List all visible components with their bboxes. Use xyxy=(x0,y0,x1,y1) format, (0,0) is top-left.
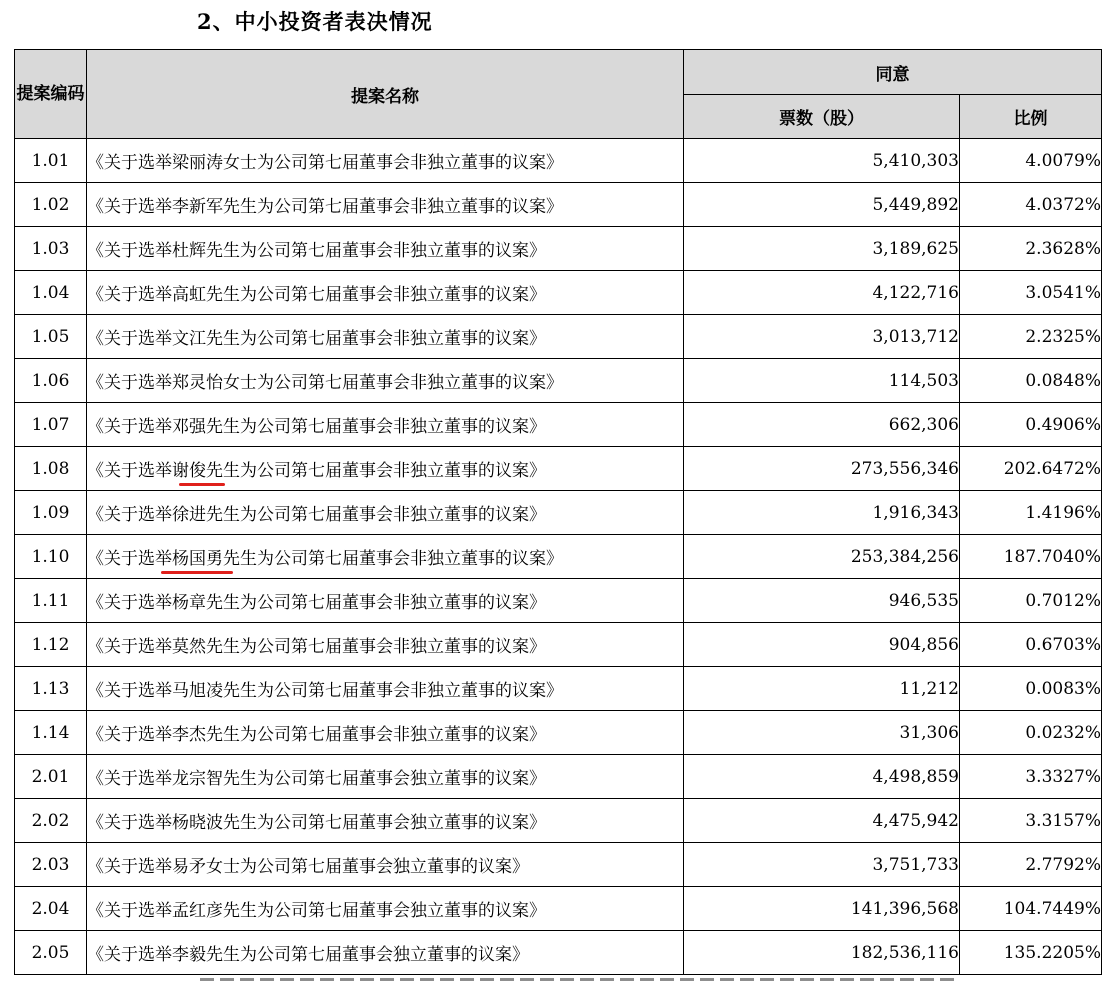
table-row xyxy=(15,183,1102,227)
proposal-name-text: 《关于选举李新军先生为公司第七届董事会非独立董事的议案》 xyxy=(87,197,563,217)
proposal-code: 1.11 xyxy=(15,579,87,623)
vote-ratio: 135.2205% xyxy=(960,931,1102,975)
vote-ratio: 3.0541% xyxy=(960,271,1102,315)
proposal-name xyxy=(87,192,563,217)
vote-ratio: 0.6703% xyxy=(960,623,1102,667)
header-name: 提案名称 xyxy=(87,50,684,139)
proposal-name xyxy=(87,940,529,965)
proposal-code: 1.04 xyxy=(15,271,87,315)
vote-count: 5,410,303 xyxy=(684,139,960,183)
proposal-name xyxy=(87,676,563,701)
table-row xyxy=(15,711,1102,755)
vote-count: 4,122,716 xyxy=(684,271,960,315)
proposal-name-cell xyxy=(87,887,684,931)
vote-ratio: 4.0079% xyxy=(960,139,1102,183)
proposal-name xyxy=(87,456,546,481)
proposal-name xyxy=(87,368,563,393)
proposal-name xyxy=(87,500,546,525)
proposal-name xyxy=(87,544,563,569)
proposal-code: 2.05 xyxy=(15,931,87,975)
proposal-name-cell xyxy=(87,623,684,667)
proposal-name xyxy=(87,412,546,437)
table-row xyxy=(15,227,1102,271)
proposal-name-cell xyxy=(87,755,684,799)
table-row xyxy=(15,799,1102,843)
proposal-name-cell xyxy=(87,359,684,403)
vote-ratio: 3.3157% xyxy=(960,799,1102,843)
proposal-name-text: 《关于选举郑灵怡女士为公司第七届董事会非独立董事的议案》 xyxy=(87,373,563,393)
proposal-code: 1.12 xyxy=(15,623,87,667)
proposal-code: 1.01 xyxy=(15,139,87,183)
vote-count: 141,396,568 xyxy=(684,887,960,931)
proposal-name-text: 《关于选举马旭凌先生为公司第七届董事会非独立董事的议案》 xyxy=(87,681,563,701)
vote-count: 4,498,859 xyxy=(684,755,960,799)
proposal-name-cell xyxy=(87,227,684,271)
vote-ratio: 1.4196% xyxy=(960,491,1102,535)
proposal-code: 2.02 xyxy=(15,799,87,843)
table-row xyxy=(15,535,1102,579)
proposal-name-cell xyxy=(87,447,684,491)
vote-count: 273,556,346 xyxy=(684,447,960,491)
header-agree: 同意 xyxy=(684,50,1102,95)
proposal-name-text: 《关于选举谢俊先生为公司第七届董事会非独立董事的议案》 xyxy=(87,461,546,481)
table-row xyxy=(15,315,1102,359)
proposal-code: 1.02 xyxy=(15,183,87,227)
table-row xyxy=(15,491,1102,535)
proposal-name-text: 《关于选举梁丽涛女士为公司第七届董事会非独立董事的议案》 xyxy=(87,153,563,173)
vote-count: 946,535 xyxy=(684,579,960,623)
proposal-name xyxy=(87,588,546,613)
proposal-name xyxy=(87,236,546,261)
proposal-name xyxy=(87,720,546,745)
table-row xyxy=(15,403,1102,447)
proposal-name-text: 《关于选举文江先生为公司第七届董事会非独立董事的议案》 xyxy=(87,329,546,349)
proposal-name xyxy=(87,852,529,877)
proposal-name-cell xyxy=(87,491,684,535)
proposal-name-cell xyxy=(87,579,684,623)
proposal-name xyxy=(87,896,546,921)
proposal-name-cell xyxy=(87,843,684,887)
proposal-name xyxy=(87,632,546,657)
vote-ratio: 4.0372% xyxy=(960,183,1102,227)
proposal-code: 1.13 xyxy=(15,667,87,711)
proposal-code: 2.04 xyxy=(15,887,87,931)
proposal-name-text: 《关于选举李毅先生为公司第七届董事会独立董事的议案》 xyxy=(87,945,529,965)
vote-count: 3,189,625 xyxy=(684,227,960,271)
proposal-name-cell xyxy=(87,183,684,227)
vote-count: 662,306 xyxy=(684,403,960,447)
proposal-code: 1.08 xyxy=(15,447,87,491)
proposal-name-text: 《关于选举易矛女士为公司第七届董事会独立董事的议案》 xyxy=(87,857,529,877)
vote-ratio: 2.2325% xyxy=(960,315,1102,359)
proposal-name-cell xyxy=(87,711,684,755)
table-row xyxy=(15,359,1102,403)
proposal-name-text: 《关于选举莫然先生为公司第七届董事会非独立董事的议案》 xyxy=(87,637,546,657)
proposal-code: 1.03 xyxy=(15,227,87,271)
vote-count: 3,751,733 xyxy=(684,843,960,887)
proposal-name-text: 《关于选举徐进先生为公司第七届董事会非独立董事的议案》 xyxy=(87,505,546,525)
proposal-name-cell xyxy=(87,667,684,711)
vote-ratio: 2.3628% xyxy=(960,227,1102,271)
table-row xyxy=(15,667,1102,711)
vote-count: 5,449,892 xyxy=(684,183,960,227)
section-title: 2、中小投资者表决情况 xyxy=(197,9,433,34)
proposal-name-text: 《关于选举邓强先生为公司第七届董事会非独立董事的议案》 xyxy=(87,417,546,437)
proposal-name xyxy=(87,324,546,349)
red-underline-mark xyxy=(179,483,225,486)
proposal-code: 1.06 xyxy=(15,359,87,403)
vote-ratio: 0.4906% xyxy=(960,403,1102,447)
table-row xyxy=(15,931,1102,975)
proposal-code: 2.03 xyxy=(15,843,87,887)
vote-count: 3,013,712 xyxy=(684,315,960,359)
proposal-name-text: 《关于选举杨国勇先生为公司第七届董事会非独立董事的议案》 xyxy=(87,549,563,569)
red-underline-mark xyxy=(161,571,233,574)
proposal-name-text: 《关于选举龙宗智先生为公司第七届董事会独立董事的议案》 xyxy=(87,769,546,789)
header-code: 提案编码 xyxy=(15,50,87,139)
cut-off-text-line xyxy=(200,976,960,982)
table-row xyxy=(15,271,1102,315)
table-row xyxy=(15,843,1102,887)
table-row xyxy=(15,755,1102,799)
proposal-name xyxy=(87,808,546,833)
vote-ratio: 2.7792% xyxy=(960,843,1102,887)
proposal-name-cell xyxy=(87,931,684,975)
proposal-name-text: 《关于选举高虹先生为公司第七届董事会非独立董事的议案》 xyxy=(87,285,546,305)
vote-results-table xyxy=(14,49,1102,975)
vote-ratio: 104.7449% xyxy=(960,887,1102,931)
proposal-name-cell xyxy=(87,535,684,579)
table-header xyxy=(15,50,1102,139)
proposal-name-text: 《关于选举杨晓波先生为公司第七届董事会独立董事的议案》 xyxy=(87,813,546,833)
proposal-name xyxy=(87,764,546,789)
vote-count: 4,475,942 xyxy=(684,799,960,843)
table-body xyxy=(15,139,1102,975)
proposal-code: 1.09 xyxy=(15,491,87,535)
vote-ratio: 0.0232% xyxy=(960,711,1102,755)
proposal-code: 2.01 xyxy=(15,755,87,799)
proposal-name-cell xyxy=(87,403,684,447)
vote-ratio: 0.0848% xyxy=(960,359,1102,403)
proposal-name xyxy=(87,280,546,305)
vote-ratio: 202.6472% xyxy=(960,447,1102,491)
proposal-name-cell xyxy=(87,799,684,843)
proposal-code: 1.14 xyxy=(15,711,87,755)
table-row xyxy=(15,623,1102,667)
proposal-name-cell xyxy=(87,271,684,315)
vote-count: 31,306 xyxy=(684,711,960,755)
vote-count: 904,856 xyxy=(684,623,960,667)
table-row xyxy=(15,887,1102,931)
proposal-name xyxy=(87,148,563,173)
table-row xyxy=(15,139,1102,183)
vote-ratio: 0.7012% xyxy=(960,579,1102,623)
proposal-name-cell xyxy=(87,315,684,359)
vote-count: 253,384,256 xyxy=(684,535,960,579)
proposal-name-text: 《关于选举孟红彦先生为公司第七届董事会独立董事的议案》 xyxy=(87,901,546,921)
vote-count: 11,212 xyxy=(684,667,960,711)
table-row xyxy=(15,579,1102,623)
proposal-name-cell xyxy=(87,139,684,183)
proposal-code: 1.07 xyxy=(15,403,87,447)
header-votes: 票数（股） xyxy=(684,95,960,139)
vote-ratio: 187.7040% xyxy=(960,535,1102,579)
table-row xyxy=(15,447,1102,491)
vote-count: 114,503 xyxy=(684,359,960,403)
proposal-code: 1.10 xyxy=(15,535,87,579)
header-ratio: 比例 xyxy=(960,95,1102,139)
proposal-name-text: 《关于选举李杰先生为公司第七届董事会非独立董事的议案》 xyxy=(87,725,546,745)
proposal-name-text: 《关于选举杜辉先生为公司第七届董事会非独立董事的议案》 xyxy=(87,241,546,261)
vote-count: 1,916,343 xyxy=(684,491,960,535)
vote-ratio: 3.3327% xyxy=(960,755,1102,799)
proposal-name-text: 《关于选举杨章先生为公司第七届董事会非独立董事的议案》 xyxy=(87,593,546,613)
proposal-code: 1.05 xyxy=(15,315,87,359)
vote-ratio: 0.0083% xyxy=(960,667,1102,711)
vote-count: 182,536,116 xyxy=(684,931,960,975)
